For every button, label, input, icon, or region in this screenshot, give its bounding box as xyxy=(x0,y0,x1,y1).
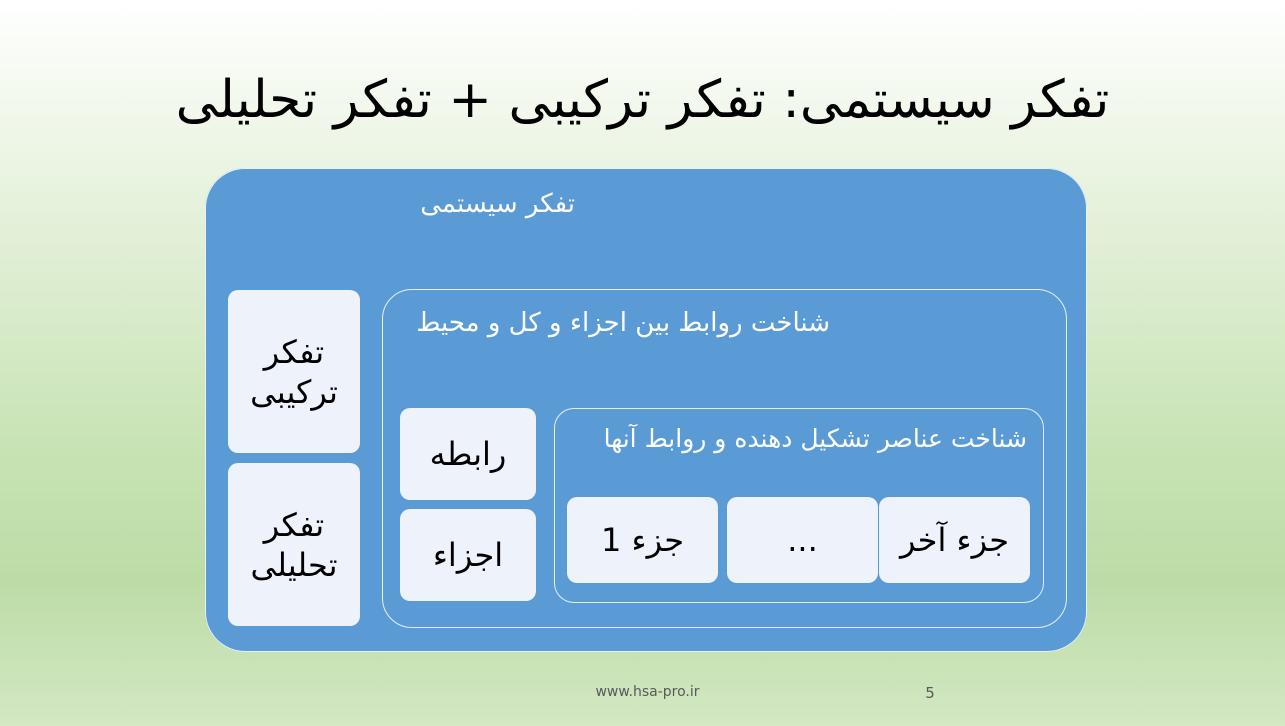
footer-url: www.hsa-pro.ir xyxy=(595,684,700,700)
slide-title: تفکر سیستمی: تفکر ترکیبی + تفکر تحلیلی xyxy=(175,70,1110,130)
first-part-label: جزء 1 xyxy=(601,521,685,559)
relation-label: رابطه xyxy=(429,435,507,473)
ellipsis-part-label: ... xyxy=(787,521,818,559)
relations-frame-label: شناخت روابط بین اجزاء و کل و محیط xyxy=(416,308,830,338)
parts-tile xyxy=(400,509,536,601)
elements-frame-label: شناخت عناصر تشکیل دهنده و روابط آنها xyxy=(603,424,1027,453)
synthetic-thinking-tile xyxy=(228,290,360,453)
last-part-tile xyxy=(879,497,1030,583)
page-number: 5 xyxy=(925,684,935,702)
ellipsis-part-tile xyxy=(727,497,878,583)
parts-label: اجزاء xyxy=(432,536,504,574)
relation-tile xyxy=(400,408,536,500)
analytical-thinking-label: تفکر تحلیلی xyxy=(250,505,338,584)
first-part-tile xyxy=(567,497,718,583)
systems-thinking-label: تفکر سیستمی xyxy=(420,189,575,219)
analytical-thinking-tile xyxy=(228,463,360,626)
last-part-label: جزء آخر xyxy=(900,521,1009,559)
synthetic-thinking-label: تفکر ترکیبی xyxy=(250,332,338,411)
